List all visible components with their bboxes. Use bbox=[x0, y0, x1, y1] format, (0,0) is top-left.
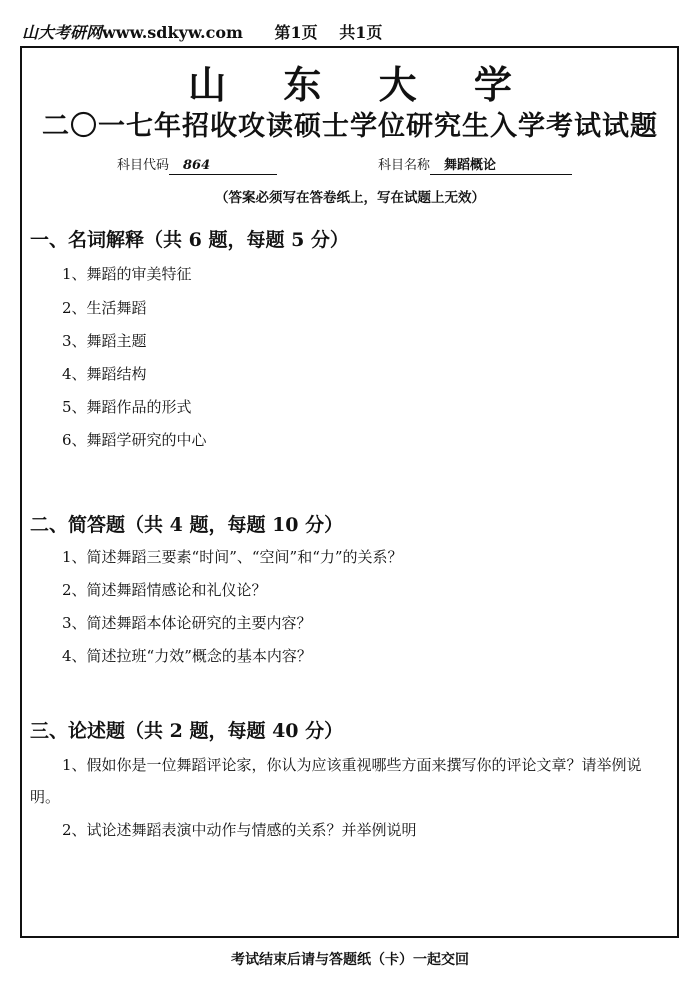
subject-code-value: 864 bbox=[169, 158, 277, 175]
section-title-2: 二、简答题（共 4 题，每题 10 分） bbox=[30, 514, 344, 536]
university-name: 山 东 大 学 bbox=[188, 62, 534, 107]
question-item: 2、生活舞蹈 bbox=[62, 299, 147, 317]
question-item: 5、舞蹈作品的形式 bbox=[62, 398, 192, 416]
question-item: 3、舞蹈主题 bbox=[62, 332, 147, 350]
subject-name-value: 舞蹈概论 bbox=[430, 154, 572, 175]
question-item: 4、简述拉班“力效”概念的基本内容？ bbox=[62, 647, 312, 665]
question-item: 1、舞蹈的审美特征 bbox=[62, 265, 192, 283]
subject-name-label: 科目名称 bbox=[378, 158, 431, 173]
subject-name bbox=[378, 154, 572, 175]
exam-title: 二〇一七年招收攻读硕士学位研究生入学考试试题 bbox=[42, 111, 658, 142]
page-total: 共1页 bbox=[339, 23, 383, 42]
question-item: 6、舞蹈学研究的中心 bbox=[62, 431, 207, 449]
essay-question: 2、试论述舞蹈表演中动作与情感的关系？并举例说明 bbox=[62, 821, 417, 839]
subject-code bbox=[117, 154, 277, 175]
section-title-3: 三、论述题（共 2 题，每题 40 分） bbox=[30, 720, 344, 742]
section-title-1: 一、名词解释（共 6 题，每题 5 分） bbox=[30, 229, 349, 251]
answer-notice: （答案必须写在答卷纸上，写在试题上无效） bbox=[215, 190, 485, 206]
subject-code-label: 科目代码 bbox=[117, 158, 170, 173]
page-number: 第1页 bbox=[274, 23, 318, 42]
site-url: www.sdkyw.com bbox=[102, 23, 243, 42]
question-item: 1、简述舞蹈三要素“时间”、“空间”和“力”的关系？ bbox=[62, 548, 403, 566]
essay-question: 1、假如你是一位舞蹈评论家，你认为应该重视哪些方面来撰写你的评论文章？请举例说明。 bbox=[30, 756, 642, 806]
question-item: 4、舞蹈结构 bbox=[62, 365, 147, 383]
footer-note: 考试结束后请与答题纸（卡）一起交回 bbox=[231, 952, 469, 968]
page-header bbox=[22, 20, 382, 43]
question-item: 3、简述舞蹈本体论研究的主要内容？ bbox=[62, 614, 312, 632]
question-item: 2、简述舞蹈情感论和礼仪论？ bbox=[62, 581, 267, 599]
site-brand: 山大考研网 bbox=[22, 23, 103, 42]
